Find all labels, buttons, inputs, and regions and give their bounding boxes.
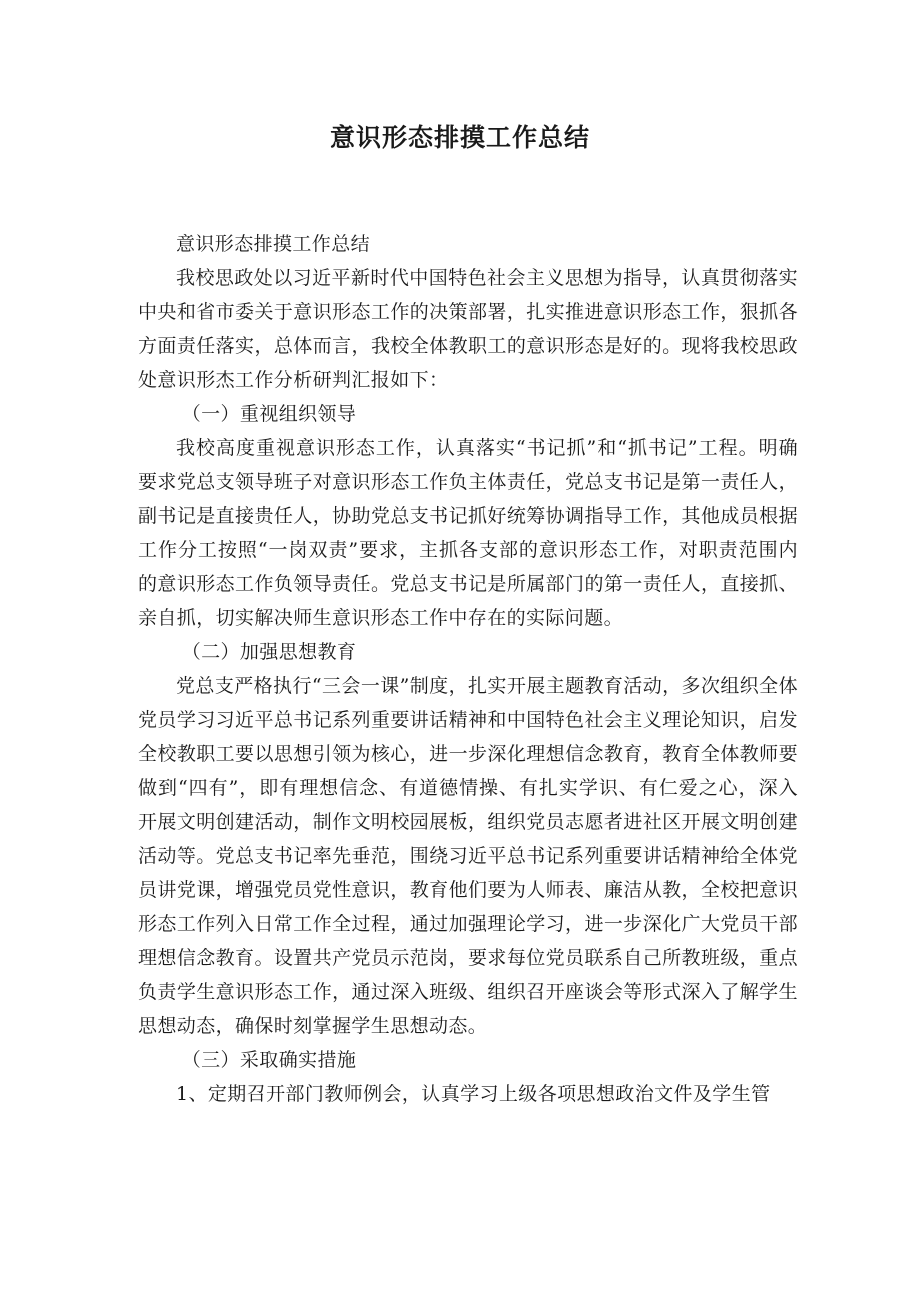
section-3-item-1: 1、定期召开部门教师例会，认真学习上级各项思想政治文件及学生管: [176, 1083, 771, 1105]
section-paragraph-1: 我校高度重视意识形态工作，认真落实“书记抓”和“抓书记”工程。明确要求党总支领导班子对意识形态工作负主体责任，党总支书记是第一责任人，副书记是直接贵任人，协助党总支书记抓好统筹协调指导工作，其他成员根据工作分工按照“一岗双责”要求，主抓各支部的意识形态工作，对职责范围内的意识形态工作负领导责任。党总支书记是所属部门的第一责任人，直接抓、亲自抓，切实解决师生意识形态工作中存在的实际问题。: [138, 437, 798, 629]
section-heading-3: （三）采取确实措施: [181, 1049, 357, 1071]
section-paragraph-2: 党总支严格执行“三会一课”制度，扎实开展主题教育活动，多次组织全体党员学习习近平总书记系列重要讲话精神和中国特色社会主义理论知识，启发全校教职工要以思想引领为核心，进一步深化理想信念教育，教育全体教师要做到“四有”，即有理想信念、有道德情操、有扎实学识、有仁爱之心，深入开展文明创建活动，制作文明校园展板，组织党员志愿者进社区开展文明创建活动等。党总支书记率先垂范，围绕习近平总书记系列重要讲话精神给全体党员讲党课，增强党员党性意识，教育他们要为人师表、廉洁从教，全校把意识形态工作列入日常工作全过程，通过加强理论学习，进一步深化广大党员干部理想信念教育。设置共产党员示范岗，要求每位党员联系自己所教班级，重点负责学生意识形态工作，通过深入班级、组织召开座谈会等形式深入了解学生思想动态，确保时刻掌握学生思想动态。: [138, 675, 798, 1037]
document-title: 意识形态排摸工作总结: [329, 123, 590, 152]
document-subtitle: 意识形态排摸工作总结: [176, 233, 371, 255]
document-body: [138, 227, 798, 1111]
section-heading-1: （一）重视组织领导: [181, 403, 357, 425]
section-heading-2: （二）加强思想教育: [181, 641, 357, 663]
intro-paragraph: 我校思政处以习近平新时代中国特色社会主义思想为指导，认真贯彻落实中央和省市委关于意识形态工作的决策部署，扎实推进意识形态工作，狠抓各方面责任落实，总体而言，我校全体教职工的意识形态是好的。现将我校思政处意识形杰工作分析研判汇报如下：: [138, 267, 798, 391]
